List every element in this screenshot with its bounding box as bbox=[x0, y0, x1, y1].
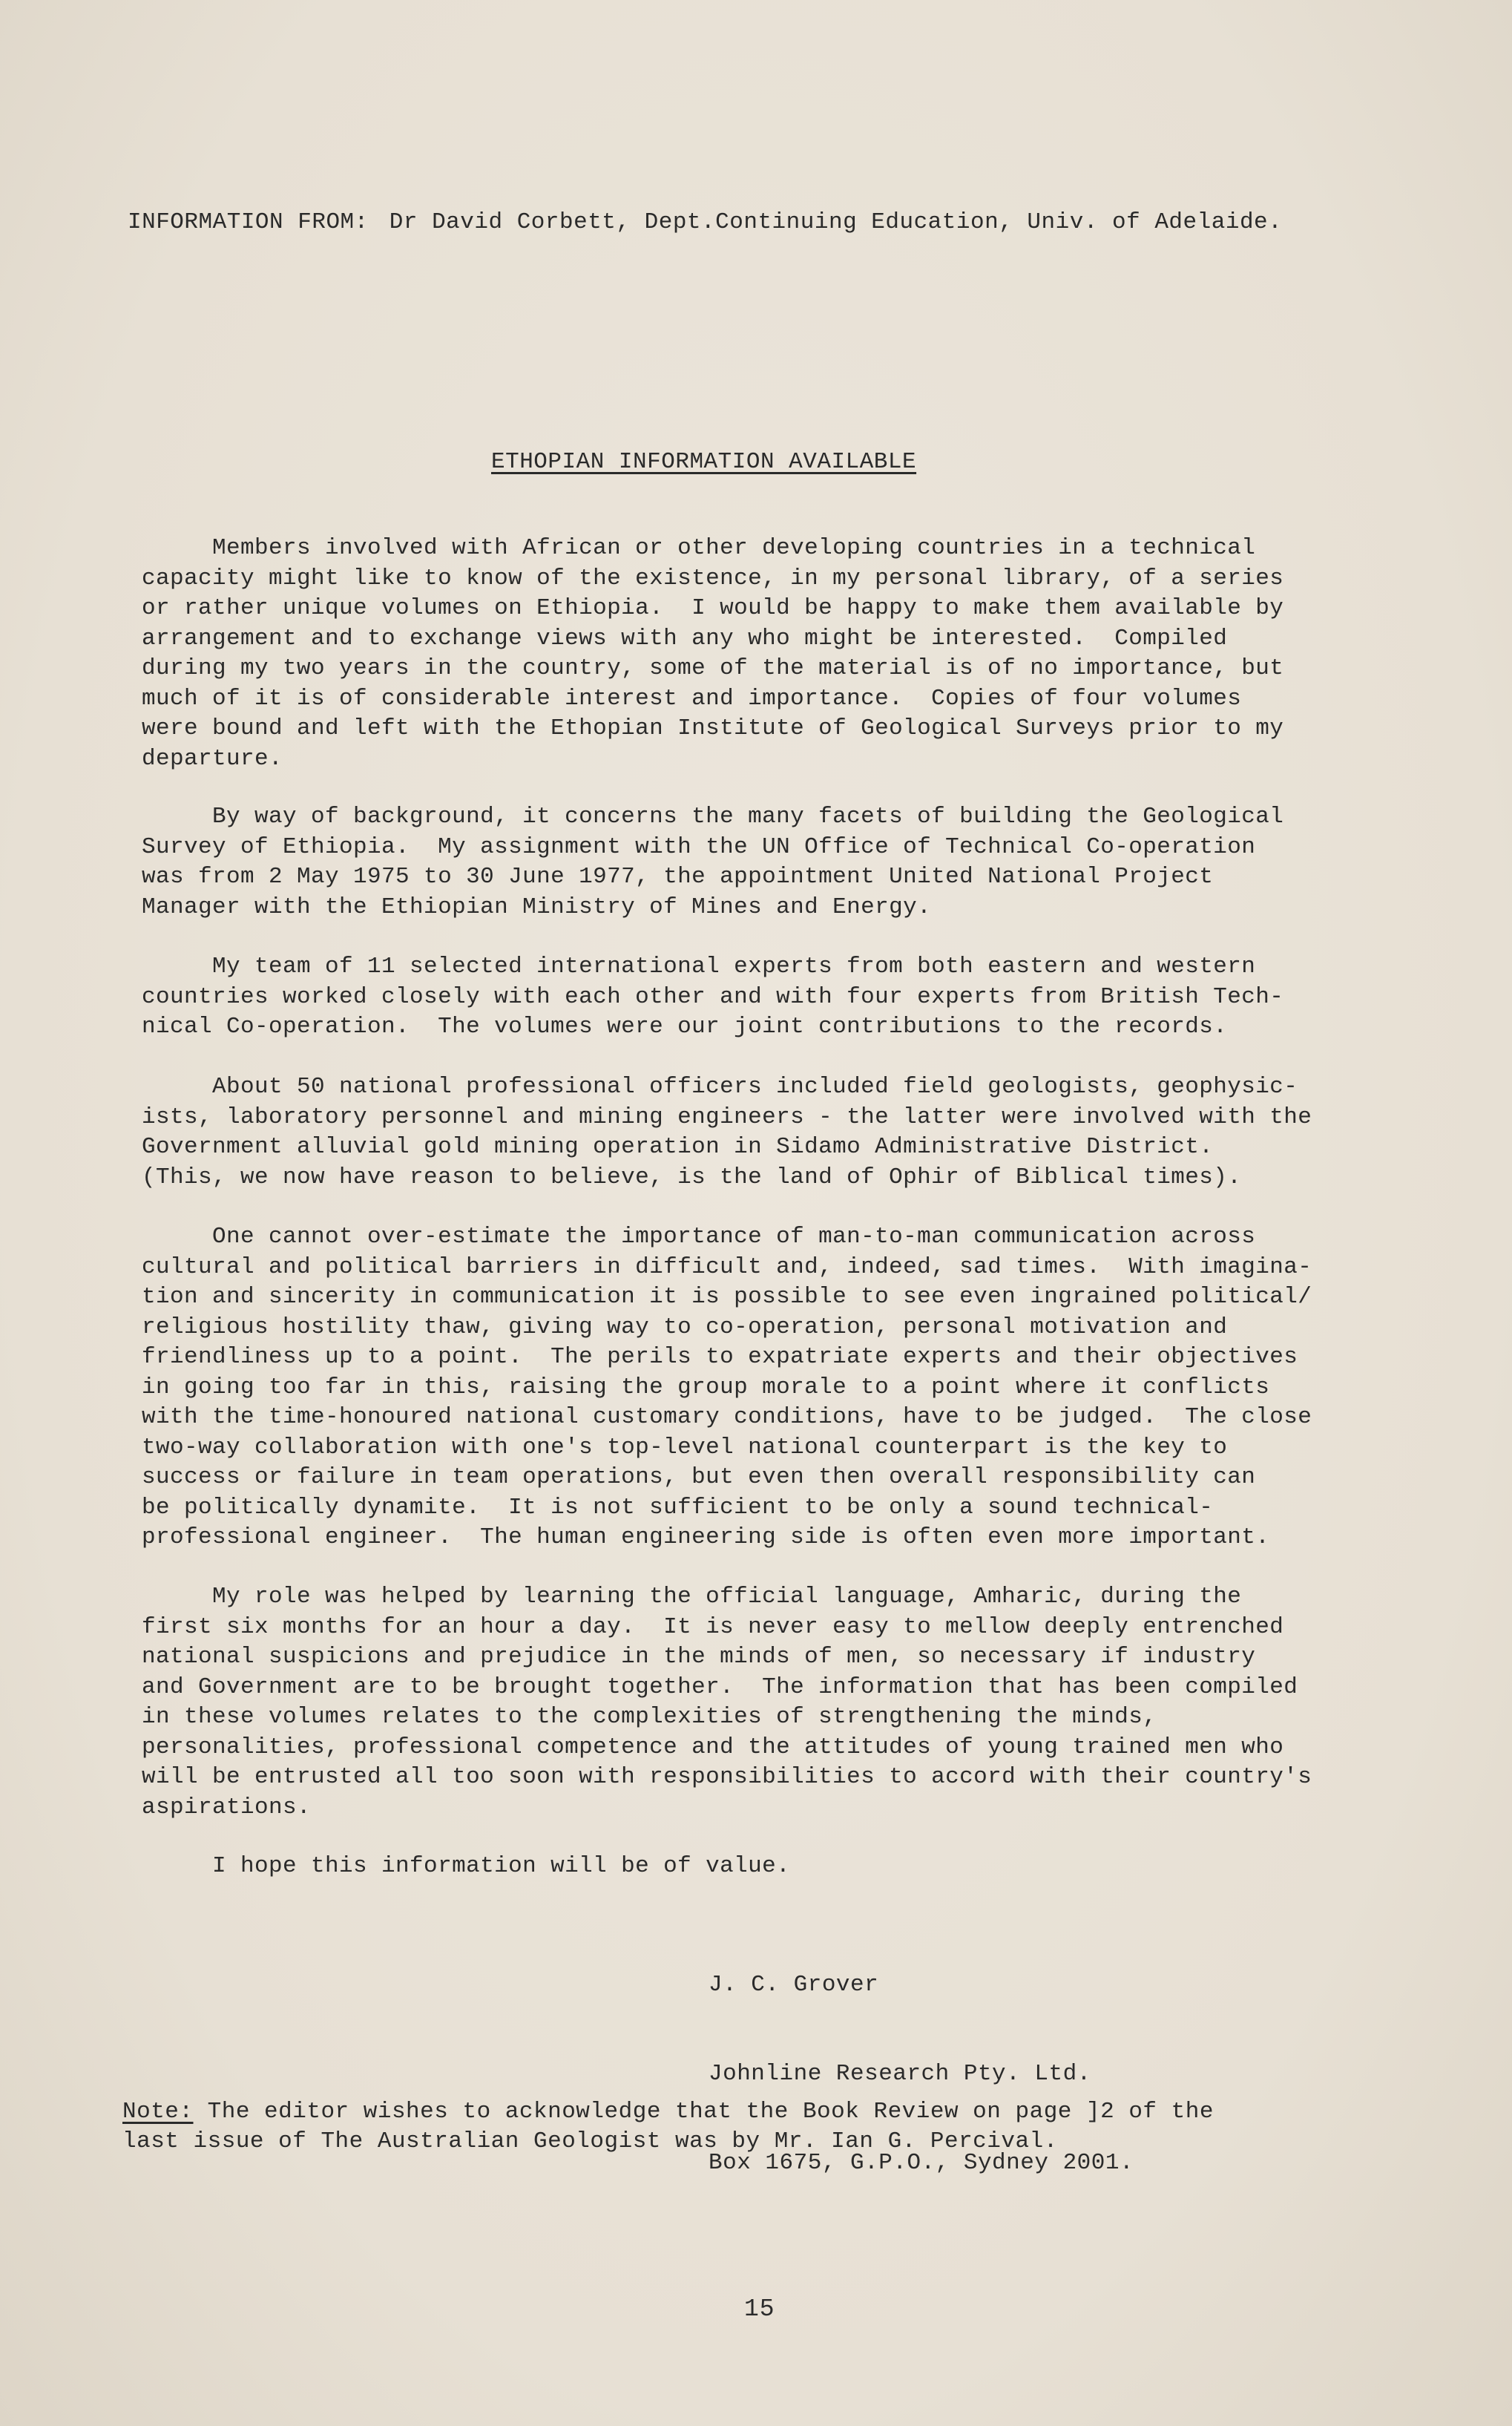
signature-block bbox=[709, 1911, 1134, 2238]
signature-name: J. C. Grover bbox=[709, 1972, 879, 1998]
paragraph-5: One cannot over-estimate the importance of man-to-man communication across cultural and political barriers in difficult and, indeed, sad times. With imagina- tion and sincerity in communication it is possible to see even ingrained political/ religious hostility thaw, giving way to co-operation, personal motivation and friendliness up to a point. The perils to expatriate experts and their objectives in going too far in this, raising the group morale to a point where it conflicts with the time-honoured national customary conditions, have to be judged. The close two-way collaboration with one's top-level national counterpart is the key to success or failure in team operations, but even then overall responsibility can be politically dynamite. It is not sufficient to be only a sound technical- professional engineer. The human engineering side is often even more important. bbox=[142, 1224, 1312, 1550]
paragraph-3: My team of 11 selected international experts from both eastern and western countries worked closely with each other and with four experts from British Tech- nical Co-operation. The volumes were our joint contributions to the records. bbox=[142, 954, 1284, 1040]
paragraph-2: By way of background, it concerns the many facets of building the Geological Survey of Ethiopia. My assignment with the UN Office of Technical Co-operation was from 2 May 1975 to 30 June 1977, the appointment United National Project Manager with the Ethiopian Ministry of Mines and Energy. bbox=[142, 804, 1284, 920]
information-from-label: INFORMATION FROM: bbox=[128, 209, 369, 235]
signature-address: Box 1675, G.P.O., Sydney 2001. bbox=[709, 2150, 1134, 2176]
page-number: 15 bbox=[744, 2295, 775, 2323]
information-from-line bbox=[128, 208, 1282, 237]
editor-note bbox=[122, 2097, 1421, 2157]
paragraph-4: About 50 national professional officers included field geologists, geophysic- ists, laboratory personnel and mining engineers - the latter were involved with the Government alluvial gold mining operation in Sidamo Administrative District. (This, we now have reason to believe, is the land of Ophir of Biblical times). bbox=[142, 1074, 1312, 1190]
paragraph-6: My role was helped by learning the official language, Amharic, during the first six months for an hour a day. It is never easy to mellow deeply entrenched national suspicions and prejudice in the minds of men, so necessary if industry and Government are to be brought together. The information that has been compiled in these volumes relates to the complexities of strengthening the minds, personalities, professional competence and the attitudes of young trained men who will be entrusted all too soon with responsibilities to accord with their country's aspirations. bbox=[142, 1584, 1312, 1820]
signature-company: Johnline Research Pty. Ltd. bbox=[709, 2061, 1091, 2087]
paragraph-7: I hope this information will be of value. bbox=[142, 1853, 791, 1879]
document-title: ETHOPIAN INFORMATION AVAILABLE bbox=[491, 449, 917, 475]
note-label: Note: bbox=[122, 2099, 194, 2125]
paragraph-1: Members involved with African or other developing countries in a technical capacity might like to know of the existence, in my personal library, of a series or rather unique volumes on Ethiopia. I would be happy to make them available by arrangement and to exchange views with any who might be interested. Compiled during my two years in the country, some of the material is of no importance, but much of it is of considerable interest and importance. Copies of four volumes were bound and left with the Ethopian Institute of Geological Surveys prior to my departure. bbox=[142, 535, 1284, 772]
information-source: Dr David Corbett, Dept.Continuing Education, Univ. of Adelaide. bbox=[389, 209, 1283, 235]
note-text: The editor wishes to acknowledge that the Book Review on page ]2 of the last issue of The Australian Geologist was by Mr. Ian G. Percival. bbox=[122, 2099, 1214, 2154]
